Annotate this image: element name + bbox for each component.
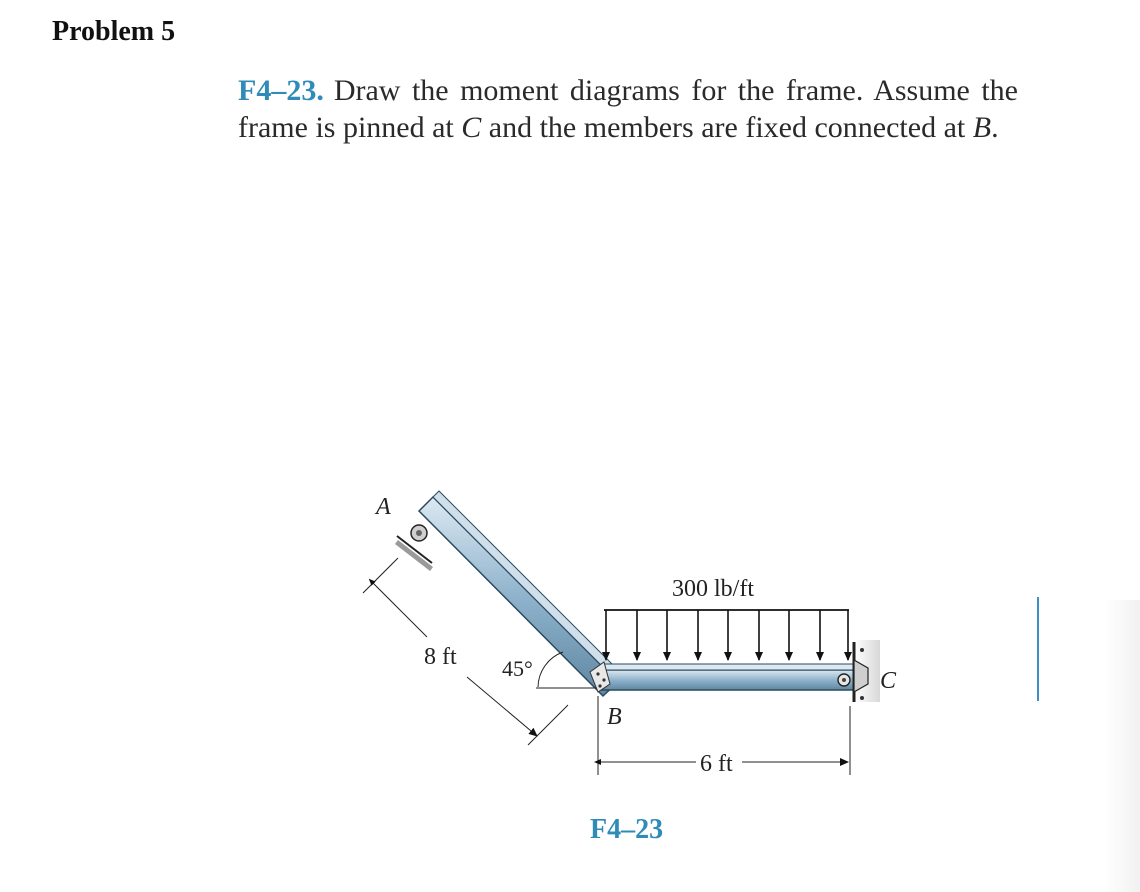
label-b: B bbox=[607, 704, 622, 730]
horizontal-member bbox=[598, 664, 854, 690]
problem-number: F4–23. bbox=[238, 74, 324, 107]
page-edge-shadow bbox=[1104, 600, 1140, 892]
statement-point-b: B bbox=[972, 111, 992, 144]
statement-text-3: . bbox=[991, 111, 999, 144]
label-c: C bbox=[880, 668, 897, 694]
statement-point-c: C bbox=[461, 111, 482, 144]
label-a: A bbox=[376, 494, 391, 520]
roller-support-a bbox=[395, 525, 433, 571]
label-6ft: 6 ft bbox=[700, 751, 733, 777]
label-8ft: 8 ft bbox=[424, 644, 457, 670]
statement-text-2: and the members are fixed connected at bbox=[481, 111, 973, 144]
text-cursor-bar bbox=[1037, 597, 1039, 701]
statement-text-1: Draw the moment diagrams for the frame. Assume the frame is pinned at bbox=[238, 74, 1018, 144]
distributed-load bbox=[604, 610, 849, 660]
label-45: 45° bbox=[502, 656, 533, 681]
figure-caption: F4–23 bbox=[590, 814, 664, 845]
load-label: 300 lb/ft bbox=[672, 576, 754, 602]
problem-heading: Problem 5 bbox=[52, 16, 176, 47]
dimension-8ft bbox=[363, 558, 568, 745]
